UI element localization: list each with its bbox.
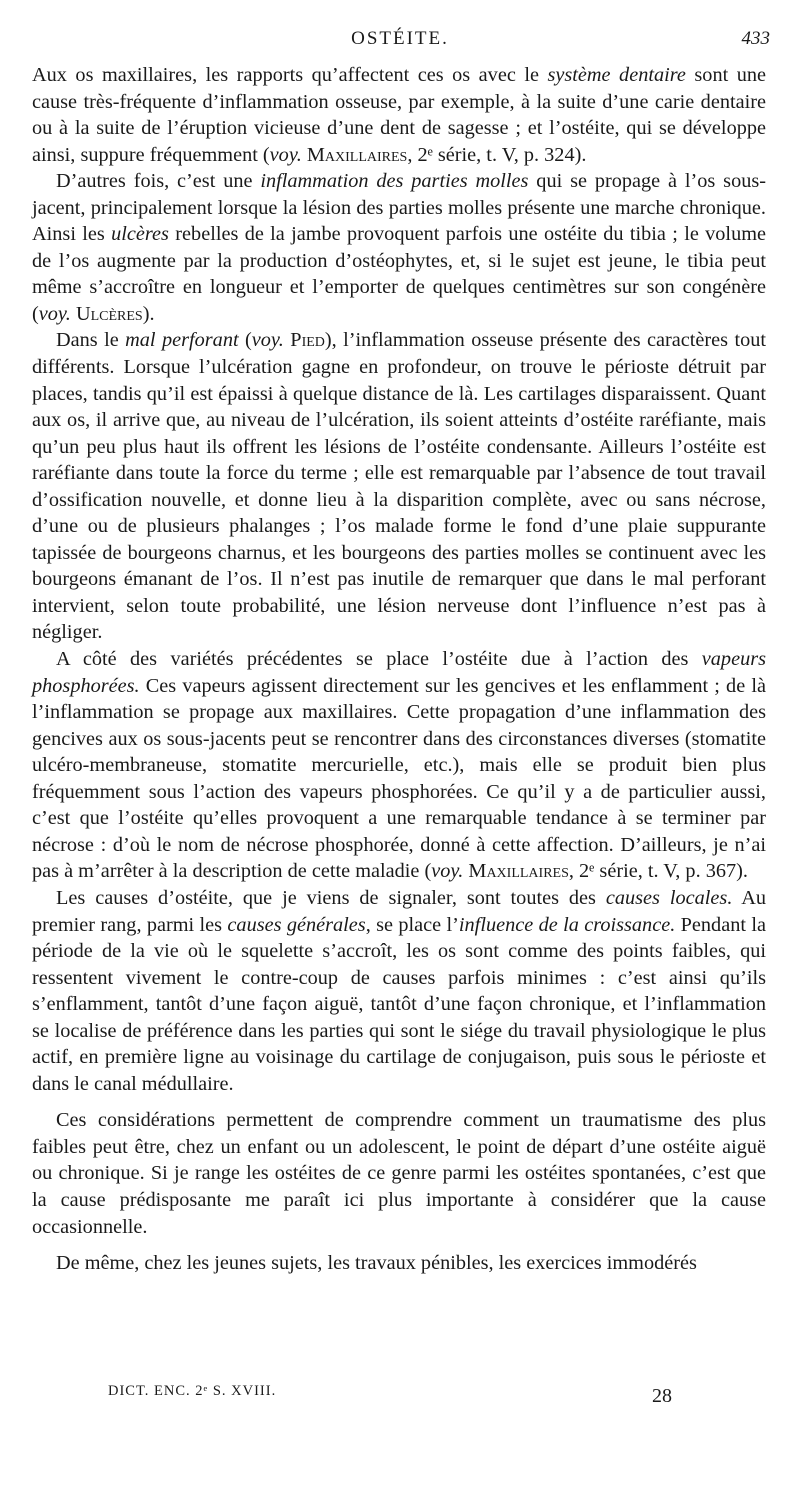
italic-text: vapeurs phosphorées. xyxy=(32,648,766,697)
body-paragraph xyxy=(32,646,766,885)
page-footer xyxy=(30,1379,770,1409)
body-paragraph xyxy=(32,885,766,1097)
text-run: Dans le xyxy=(56,329,126,352)
italic-text: voy. xyxy=(431,860,464,883)
italic-text: mal perforant xyxy=(125,329,239,352)
text-run: , se place l’ xyxy=(365,913,459,936)
body-paragraph xyxy=(32,1107,766,1240)
text-run: ( xyxy=(238,329,252,352)
printer-signature: DICT. ENC. 2ᵉ S. XVIII. xyxy=(108,1383,277,1399)
text-run: D’autres fois, c’est une xyxy=(56,170,261,193)
running-title: OSTÉITE. xyxy=(351,28,449,49)
body-paragraph xyxy=(32,327,766,646)
page-header xyxy=(30,28,770,56)
italic-text: voy. xyxy=(38,302,71,325)
text-run: Au premier rang, parmi les xyxy=(32,886,766,936)
text-run: , 2ᵉ série, t. V, p. 324). xyxy=(407,143,587,166)
italic-text: causes générales xyxy=(227,913,366,936)
italic-text: ulcères xyxy=(111,223,169,246)
text-run: Les causes d’ostéite, que je viens de signaler, sont toutes des xyxy=(56,886,606,909)
italic-text: causes locales. xyxy=(605,886,733,909)
text-run: A côté des variétés précédentes se place l’ostéite due à l’action des xyxy=(56,648,702,671)
body-paragraph xyxy=(32,168,766,327)
italic-text: voy. xyxy=(251,329,284,352)
text-run: sont une cause très-fréquente d’inflammation osseuse, par exemple, à la suite d’une carie dentaire ou à la suite de l’éruption vicieuse d’une dent de sagesse ; et l’ostéite, qui se développe ainsi, suppure fréquemment ( xyxy=(32,64,767,166)
signature-number: 28 xyxy=(652,1385,672,1407)
text-run: , 2ᵉ série, t. V, p. 367). xyxy=(568,860,748,883)
italic-text: influence de la croissance. xyxy=(458,913,676,936)
small-caps-reference: Maxillaires xyxy=(306,143,408,166)
text-run: Ces vapeurs agissent directement sur les gencives et les enflamment ; de là l’inflammation se propage aux maxillaires. Cette propagation d’une inflammation des gencives aux os sous-jacents peut se rencontrer dans des circonstances diverses (stomatite ulcéro-membraneuse, stomatite mercurielle, etc.), mais elle se produit bien plus fréquemment sous l’action des vapeurs phosphorées. Ce qu’il y a de particulier aussi, c’est que l’ostéite qu’elles provoquent a une remarquable tendance à se terminer par nécrose : d’où le nom de nécrose phosphorée, donné à cette affection. D’ailleurs, je n’ai pas à m’arrêter à la description de cette maladie ( xyxy=(32,674,766,883)
text-run: rebelles de la jambe provoquent parfois une ostéite du tibia ; le volume de l’os augmente par la production d’ostéophytes, et, si le sujet est jeune, le tibia peut même s’accroître en longueur et l’emporter de quelques centimètres sur son congénère ( xyxy=(32,223,766,325)
text-run: Pendant la période de la vie où le squelette s’accroît, les os sont comme des points faibles, qui ressentent vivement le contre-coup de causes parfois minimes : c’est ainsi qu’ils s’enflamment, tantôt d’une façon aiguë, tantôt d’une façon chronique, et l’inflammation se localise de préférence dans les parties qui sont le siége du travail physiologique le plus actif, en première ligne au voisinage du cartilage de conjugaison, puis sous le périoste et dans le canal médullaire. xyxy=(32,913,766,1095)
text-run: Aux os maxillaires, les rapports qu’affectent ces os avec le xyxy=(32,64,548,86)
text-run: qui se propage à l’os sous-jacent, principalement lorsque la lésion des parties molles présente une marche chronique. Ainsi les xyxy=(32,170,766,246)
body-paragraph xyxy=(32,1250,766,1277)
italic-text: système dentaire xyxy=(547,64,686,86)
small-caps-reference: Ulcères xyxy=(75,302,143,325)
text-run: ), l’inflammation osseuse présente des caractères tout différents. Lorsque l’ulcération gagne en profondeur, on trouve le périoste détruit par places, tandis qu’il est épaissi à quelque distance de là. Les cartilages disparaissent. Quant aux os, il arrive que, au niveau de l’ulcération, ils soient atteints d’ostéite raréfiante, mais qu’un peu plus haut ils offrent les lésions de l’ostéite condensante. Ailleurs l’ostéite est raréfiante dans toute la force du terme ; elle est remarquable par l’absence de tout travail d’ossification nouvelle, et donne lieu à la disparition complète, avec ou sans nécrose, d’une ou de plusieurs phalanges ; l’os malade forme le fond d’une plaie suppurante tapissée de bourgeons charnus, et les bourgeons des parties molles se continuent avec les bourgeons émanant de l’os. Il n’est pas inutile de remarquer que dans le mal perforant intervient, selon toute probabilité, une lésion nerveuse dont l’influence n’est pas à négliger. xyxy=(32,329,766,644)
small-caps-reference: Pied xyxy=(290,329,325,352)
text-run: Ces considérations permettent de comprendre comment un traumatisme des plus faibles peut être, chez un enfant ou un adolescent, le point de départ d’une ostéite aiguë ou chronique. Si je range les ostéites de ce genre parmi les ostéites spontanées, c’est que la cause prédisposante me paraît ici plus importante à considérer que la cause occasionnelle. xyxy=(32,1109,766,1238)
text-run: ). xyxy=(142,302,155,325)
italic-text: inflammation des parties molles xyxy=(260,170,529,193)
small-caps-reference: Maxillaires xyxy=(468,860,569,883)
italic-text: voy. xyxy=(269,143,302,166)
body-paragraph xyxy=(32,62,766,168)
page-number: 433 xyxy=(741,28,770,49)
body-text xyxy=(32,62,766,1277)
text-run: De même, chez les jeunes sujets, les travaux pénibles, les exercices immodérés xyxy=(56,1252,697,1275)
